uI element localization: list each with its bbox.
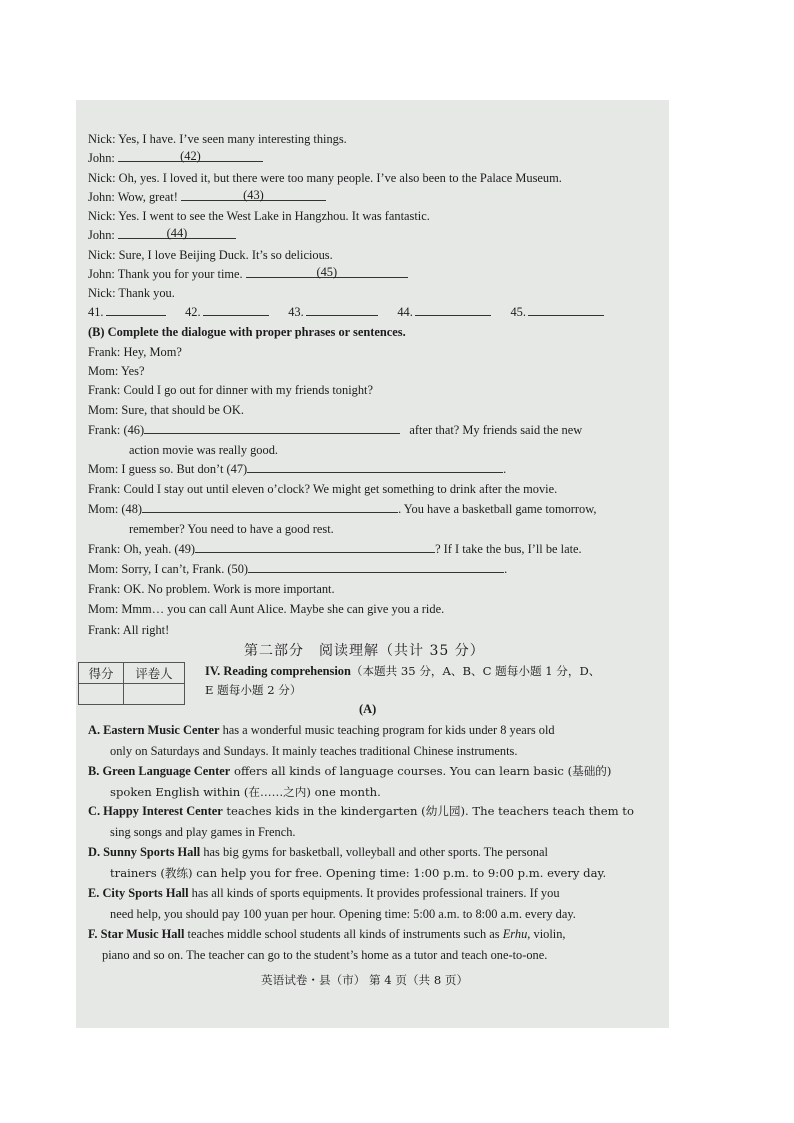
list-item: F. Star Music Hall teaches middle school students all kinds of instruments such as Erhu, violin, piano and so on. The teacher can go to the student’s home as a tutor and teach one-to-one. bbox=[88, 927, 566, 962]
grader-cell[interactable] bbox=[124, 684, 185, 705]
answer-blank[interactable] bbox=[144, 422, 400, 434]
dialogue-line: Frank: All right! bbox=[88, 623, 170, 637]
subsection-a-label: (A) bbox=[359, 702, 377, 716]
list-item: A. Eastern Music Center has a wonderful music teaching program for kids under 8 years old only on Saturdays and Sundays. It mainly teaches traditional Chinese instruments. bbox=[88, 723, 555, 758]
answer-blank[interactable] bbox=[203, 304, 269, 316]
score-table bbox=[78, 662, 185, 705]
list-item: C. Happy Interest Center teaches kids in the kindergarten (幼儿园). The teachers teach them to sing songs and play games in French. bbox=[88, 804, 634, 839]
scanned-exam-page bbox=[76, 100, 669, 1028]
dialogue-line: John: Wow, great! (43) bbox=[88, 189, 326, 205]
list-item: D. Sunny Sports Hall has big gyms for basketball, volleyball and other sports. The personal trainers (教练) can help you for free. Opening time: 1:00 p.m. to 9:00 p.m. every day. bbox=[88, 845, 607, 880]
answer-blank[interactable] bbox=[142, 501, 398, 513]
answer-blank[interactable] bbox=[248, 561, 504, 573]
dialogue-line: Mom: Yes? bbox=[88, 364, 145, 378]
dialogue-line: Frank: Hey, Mom? bbox=[88, 345, 182, 359]
dialogue-line: Frank: Oh, yeah. (49) ? If I take the bus, I’ll be late. bbox=[88, 542, 582, 556]
dialogue-line: Frank: Could I stay out until eleven o’clock? We might get something to drink after the movie. bbox=[88, 482, 558, 496]
dialogue-line: remember? You need to have a good rest. bbox=[129, 522, 334, 536]
dialogue-line: Frank: Could I go out for dinner with my friends tonight? bbox=[88, 383, 373, 397]
answer-blank[interactable] bbox=[415, 304, 491, 316]
dialogue-line: Nick: Yes. I went to see the West Lake in Hangzhou. It was fantastic. bbox=[88, 209, 430, 223]
answer-blank[interactable] bbox=[528, 304, 604, 316]
answer-blank[interactable]: (45) bbox=[246, 266, 408, 278]
list-item: E. City Sports Hall has all kinds of sports equipments. It provides professional trainers. If you need help, you should pay 100 yuan per hour. Opening time: 5:00 a.m. to 8:00 a.m. every day. bbox=[88, 886, 576, 921]
list-item: B. Green Language Center offers all kinds of language courses. You can learn basic (基础的) spoken English within (在……之内) one month. bbox=[88, 764, 612, 799]
answer-blank[interactable] bbox=[195, 541, 435, 553]
answer-blank[interactable]: (44) bbox=[118, 227, 236, 239]
grader-header: 评卷人 bbox=[124, 663, 185, 684]
dialogue-line: Mom: I guess so. But don’t (47) . bbox=[88, 462, 507, 476]
dialogue-line: John: Thank you for your time. (45) bbox=[88, 266, 408, 282]
dialogue-line: Frank: OK. No problem. Work is more important. bbox=[88, 582, 335, 596]
dialogue-line: John: (44) bbox=[88, 227, 236, 243]
answer-row: 41. 42. 43. 44. 45. bbox=[88, 304, 606, 320]
dialogue-line: Nick: Thank you. bbox=[88, 286, 175, 300]
part-heading: IV. Reading comprehension（本题共 35 分，A、B、C 题每小题 1 分，D、 E 题每小题 2 分） bbox=[205, 664, 601, 697]
dialogue-line: John: (42) bbox=[88, 150, 263, 166]
score-header: 得分 bbox=[79, 663, 124, 684]
answer-blank[interactable]: (42) bbox=[118, 150, 263, 162]
answer-blank[interactable] bbox=[106, 304, 166, 316]
part-b-heading: (B) Complete the dialogue with proper phrases or sentences. bbox=[88, 325, 406, 339]
section-title: 第二部分 阅读理解（共计 35 分） bbox=[244, 643, 485, 659]
dialogue-line: Nick: Sure, I love Beijing Duck. It’s so delicious. bbox=[88, 248, 333, 262]
score-cell[interactable] bbox=[79, 684, 124, 705]
dialogue-line: Frank: (46) after that? My friends said the new bbox=[88, 423, 583, 437]
dialogue-line: Mom: Sure, that should be OK. bbox=[88, 403, 244, 417]
dialogue-line: Mom: Sorry, I can’t, Frank. (50) . bbox=[88, 562, 508, 576]
page-footer: 英语试卷・县（市） 第 4 页（共 8 页） bbox=[261, 973, 469, 987]
dialogue-line: Mom: (48) . You have a basketball game tomorrow, bbox=[88, 502, 597, 516]
dialogue-line: Mom: Mmm… you can call Aunt Alice. Maybe she can give you a ride. bbox=[88, 602, 445, 616]
dialogue-line: Nick: Oh, yes. I loved it, but there were too many people. I’ve also been to the Palace Museum. bbox=[88, 171, 562, 185]
dialogue-line: action movie was really good. bbox=[129, 443, 278, 457]
answer-blank[interactable]: (43) bbox=[181, 189, 326, 201]
dialogue-line: Nick: Yes, I have. I’ve seen many interesting things. bbox=[88, 132, 347, 146]
answer-blank[interactable] bbox=[306, 304, 378, 316]
answer-blank[interactable] bbox=[247, 461, 503, 473]
